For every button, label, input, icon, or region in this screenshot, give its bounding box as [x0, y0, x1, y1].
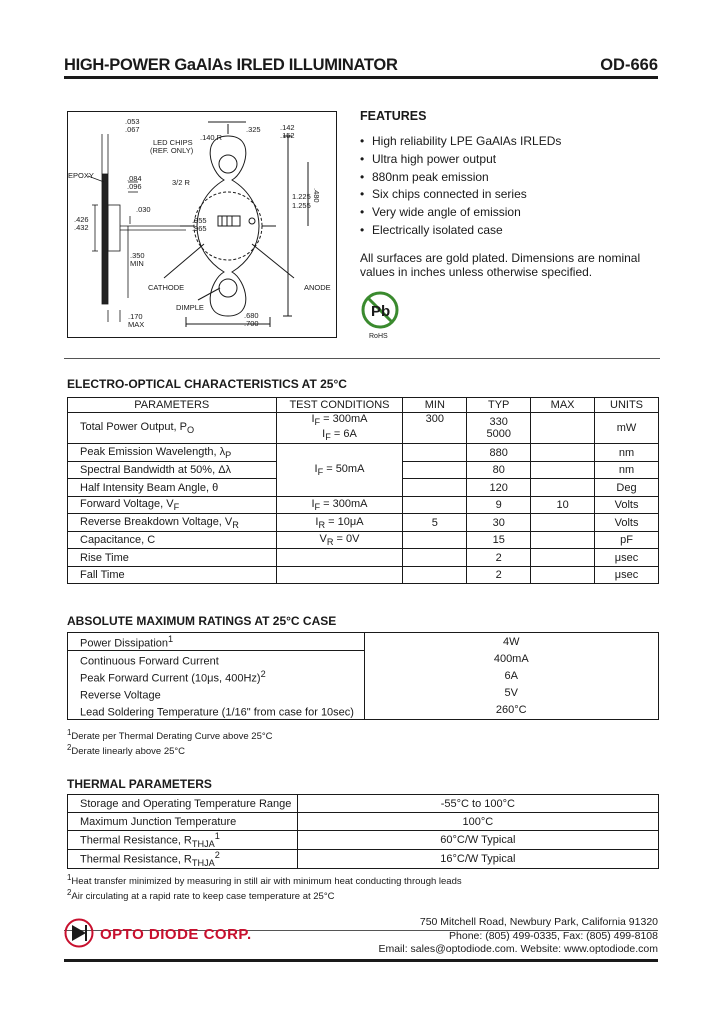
typ-cell: 15 — [467, 531, 531, 549]
max-cell: 10 — [531, 496, 595, 514]
table-row — [68, 413, 659, 444]
min-cell — [403, 549, 467, 567]
value-cell: 260°C — [495, 703, 527, 716]
param-cell: Total Power Output, $P_O$ — [68, 413, 277, 444]
svg-text:.700: .700 — [244, 319, 259, 328]
svg-text:.067: .067 — [125, 125, 140, 134]
svg-text:.350: .350 — [130, 251, 145, 260]
svg-text:.680: .680 — [244, 311, 259, 320]
address-line: 750 Mitchell Road, Newbury Park, California 91320 — [419, 916, 658, 928]
unit-cell: pF — [595, 531, 659, 549]
col-header: MAX — [531, 398, 595, 413]
svg-text:.955: .955 — [192, 216, 207, 225]
svg-text:.142: .142 — [280, 123, 295, 132]
svg-text:.965: .965 — [192, 224, 207, 233]
part-number: OD-666 — [600, 56, 658, 74]
table-row — [68, 831, 659, 850]
cond-cell: $I_F = 50mA$ — [276, 444, 403, 497]
svg-text:.053: .053 — [125, 117, 140, 126]
phone-line: Phone: (805) 499-0335, Fax: (805) 499-8108 — [449, 929, 658, 942]
param-cell: Peak Emission Wavelength, $\lambda_P$ — [68, 444, 277, 462]
max-cell — [531, 461, 595, 479]
value-column — [364, 633, 658, 720]
param-cell: Power Dissipation$^1$ — [68, 633, 365, 651]
param-cell: Storage and Operating Temperature Range — [68, 795, 298, 813]
svg-text:3/2 R: 3/2 R — [172, 178, 190, 187]
typ-cell: 80 — [467, 461, 531, 479]
min-cell: 5 — [403, 514, 467, 532]
col-header: TYP — [467, 398, 531, 413]
feature-item: • Very wide angle of emission — [360, 204, 561, 222]
svg-text:.096: .096 — [127, 182, 142, 191]
svg-text:MIN: MIN — [130, 259, 144, 268]
pb-free-badge — [358, 290, 402, 340]
thermal-footnotes — [67, 872, 462, 902]
feature-item: • Six chips connected in series — [360, 186, 561, 204]
cond-cell: $I_R = 10\mu A$ — [276, 514, 403, 532]
value-cell: 6A — [504, 669, 518, 682]
features-heading: FEATURES — [360, 109, 427, 123]
min-cell — [403, 444, 467, 462]
company-logo-icon — [64, 918, 94, 948]
plating-note: All surfaces are gold plated. Dimensions are nominal values in inches unless otherwise specified. — [360, 251, 641, 279]
max-cell — [531, 479, 595, 497]
unit-cell: μsec — [595, 566, 659, 584]
svg-text:.152: .152 — [280, 131, 295, 140]
eo-heading: ELECTRO-OPTICAL CHARACTERISTICS AT 25°C — [67, 377, 347, 391]
param-cell: Fall Time — [68, 566, 277, 584]
value-cell: 4W — [503, 635, 520, 648]
cond-cell: $I_F = 300mA$ $I_F = 6A$ — [276, 413, 403, 444]
feature-item: • High reliability LPE GaAlAs IRLEDs — [360, 133, 561, 151]
value-cell: 400mA — [493, 652, 529, 665]
col-header: TEST CONDITIONS — [276, 398, 403, 413]
unit-cell: mW — [595, 413, 659, 444]
param-cell: Peak Forward Current (10μs, 400Hz)$^2$ — [68, 668, 365, 685]
unit-cell: nm — [595, 461, 659, 479]
table-row — [68, 444, 659, 462]
package-drawing — [67, 111, 337, 338]
footnote: $^1$Derate per Thermal Derating Curve above 25°C — [67, 728, 273, 743]
svg-text:(REF. ONLY): (REF. ONLY) — [150, 146, 194, 155]
param-cell: Capacitance, C — [68, 531, 277, 549]
svg-text:.426: .426 — [74, 215, 89, 224]
pb-label: Pb — [371, 303, 391, 320]
param-cell: Spectral Bandwidth at 50%, Δλ — [68, 461, 277, 479]
max-cell — [531, 514, 595, 532]
section-divider — [64, 358, 660, 359]
max-cell — [531, 549, 595, 567]
param-cell: Thermal Resistance, $R_{THJA}^1$ — [68, 831, 298, 850]
svg-text:.140 R: .140 R — [200, 133, 223, 142]
feature-item: • Ultra high power output — [360, 151, 561, 169]
value-cell: -55°C to 100°C — [297, 795, 658, 813]
col-header: PARAMETERS — [68, 398, 277, 413]
amr-footnotes — [67, 727, 273, 757]
value-cell: 100°C — [297, 813, 658, 831]
eo-table — [67, 397, 659, 584]
unit-cell: Deg — [595, 479, 659, 497]
typ-cell: 120 — [467, 479, 531, 497]
table-row — [68, 531, 659, 549]
amr-heading: ABSOLUTE MAXIMUM RATINGS AT 25°C CASE — [67, 614, 337, 628]
max-cell — [531, 531, 595, 549]
param-cell: Thermal Resistance, $R_{THJA}^2$ — [68, 849, 298, 868]
param-cell: Continuous Forward Current — [68, 651, 365, 669]
cond-cell: $V_R = 0V$ — [276, 531, 403, 549]
max-cell — [531, 413, 595, 444]
svg-text:CATHODE: CATHODE — [148, 283, 185, 292]
svg-text:1.225: 1.225 — [292, 192, 311, 201]
table-row — [68, 514, 659, 532]
svg-text:EPOXY: EPOXY — [68, 171, 94, 180]
document-title: HIGH-POWER GaAlAs IRLED ILLUMINATOR — [64, 56, 398, 74]
param-cell: Lead Soldering Temperature (1/16" from case for 10sec) — [68, 702, 365, 720]
unit-cell: μsec — [595, 549, 659, 567]
unit-cell: Volts — [595, 514, 659, 532]
footnote: $^1$Heat transfer minimized by measuring in still air with minimum heat conducting through leads — [67, 873, 462, 888]
rohs-label: RoHS — [369, 333, 388, 340]
thermal-heading: THERMAL PARAMETERS — [67, 777, 212, 791]
typ-cell: 30 — [467, 514, 531, 532]
param-cell: Forward Voltage, $V_F$ — [68, 496, 277, 514]
param-cell: Rise Time — [68, 549, 277, 567]
max-cell — [531, 444, 595, 462]
svg-text:.325: .325 — [246, 125, 261, 134]
cond-cell — [276, 566, 403, 584]
features-list — [360, 133, 561, 240]
typ-cell: 2 — [467, 566, 531, 584]
col-header: MIN — [403, 398, 467, 413]
svg-text:.432: .432 — [74, 223, 89, 232]
min-cell — [403, 479, 467, 497]
svg-text:ANODE: ANODE — [304, 283, 331, 292]
top-rule — [64, 76, 658, 79]
footnote: $^2$Air circulating at a rapid rate to keep case temperature at 25°C — [67, 888, 335, 903]
value-cell: 16°C/W Typical — [297, 849, 658, 868]
param-cell: Maximum Junction Temperature — [68, 813, 298, 831]
unit-cell: Volts — [595, 496, 659, 514]
typ-cell: 2 — [467, 549, 531, 567]
value-cell: 5V — [504, 686, 518, 699]
min-cell — [403, 566, 467, 584]
min-cell — [403, 531, 467, 549]
typ-cell: 330 5000 — [467, 413, 531, 444]
contact-line: Email: sales@optodiode.com. Website: www.optodiode.com — [378, 943, 658, 955]
feature-item: • 880nm peak emission — [360, 169, 561, 187]
svg-text:1.255: 1.255 — [292, 201, 311, 210]
cond-cell: $I_F = 300mA$ — [276, 496, 403, 514]
table-row — [68, 633, 659, 651]
max-cell — [531, 566, 595, 584]
cond-cell — [276, 549, 403, 567]
table-row — [68, 849, 659, 868]
table-row — [68, 813, 659, 831]
param-cell: Reverse Breakdown Voltage, $V_R$ — [68, 514, 277, 532]
svg-text:.030: .030 — [136, 205, 151, 214]
side-view — [88, 134, 186, 322]
footnote: $^2$Derate linearly above 25°C — [67, 743, 186, 758]
typ-cell: 880 — [467, 444, 531, 462]
table-header-row — [68, 398, 659, 413]
typ-cell: 9 — [467, 496, 531, 514]
table-row — [68, 549, 659, 567]
thermal-table — [67, 794, 659, 869]
value-cell: 60°C/W Typical — [297, 831, 658, 850]
param-cell: Reverse Voltage — [68, 685, 365, 702]
feature-item: • Electrically isolated case — [360, 222, 561, 240]
table-row — [68, 795, 659, 813]
svg-text:.084: .084 — [127, 174, 142, 183]
svg-text:DIMPLE: DIMPLE — [176, 303, 204, 312]
param-cell: Half Intensity Beam Angle, θ — [68, 479, 277, 497]
unit-cell: nm — [595, 444, 659, 462]
col-header: UNITS — [595, 398, 659, 413]
bottom-rule — [64, 959, 658, 962]
svg-text:MAX: MAX — [128, 320, 145, 329]
min-cell: 300 — [403, 413, 467, 444]
svg-text:LED CHIPS: LED CHIPS — [153, 138, 193, 147]
amr-table — [67, 632, 659, 720]
min-cell — [403, 496, 467, 514]
company-address — [378, 916, 658, 957]
table-row — [68, 566, 659, 584]
company-name: OPTO DIODE CORP. — [100, 926, 252, 943]
min-cell — [403, 461, 467, 479]
svg-text:.480: .480 — [312, 188, 321, 203]
svg-text:.170: .170 — [128, 312, 143, 321]
table-row — [68, 496, 659, 514]
